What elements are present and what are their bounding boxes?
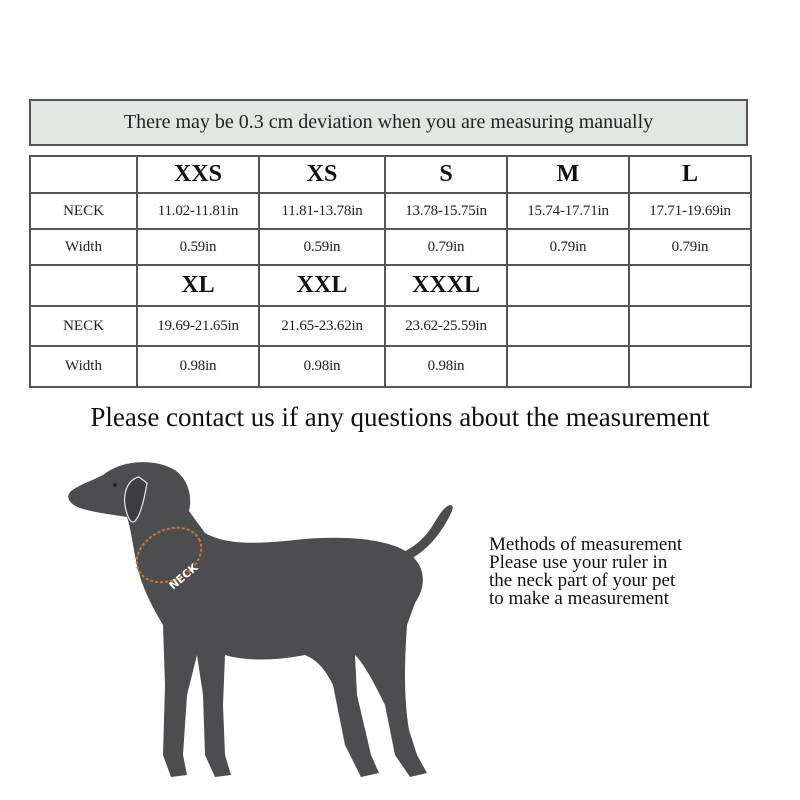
empty-cell <box>507 265 629 306</box>
deviation-notice <box>29 99 748 146</box>
width-row <box>30 346 751 387</box>
size-header: XL <box>137 265 259 306</box>
width-value: 0.59in <box>137 229 259 265</box>
methods-line: to make a measurement <box>489 588 669 609</box>
neck-row <box>30 306 751 346</box>
size-header: XS <box>259 156 385 193</box>
size-header: L <box>629 156 751 193</box>
width-value: 0.98in <box>385 346 507 387</box>
neck-value: 21.65-23.62in <box>259 306 385 346</box>
size-header-row <box>30 156 751 193</box>
measurement-methods <box>489 536 789 608</box>
neck-value: 13.78-15.75in <box>385 193 507 229</box>
size-header: XXXL <box>385 265 507 306</box>
neck-value: 17.71-19.69in <box>629 193 751 229</box>
neck-value: 11.02-11.81in <box>137 193 259 229</box>
dog-tail-shape <box>397 505 453 561</box>
empty-cell <box>30 156 137 193</box>
neck-value: 11.81-13.78in <box>259 193 385 229</box>
width-value: 0.79in <box>385 229 507 265</box>
neck-value: 19.69-21.65in <box>137 306 259 346</box>
neck-value: 15.74-17.71in <box>507 193 629 229</box>
empty-cell <box>30 265 137 306</box>
contact-message: Please contact us if any questions about the measurement <box>90 402 710 432</box>
empty-cell <box>629 346 751 387</box>
empty-cell <box>507 346 629 387</box>
width-value: 0.79in <box>507 229 629 265</box>
size-chart-table <box>29 155 752 388</box>
methods-line: the neck part of your pet <box>489 570 676 591</box>
empty-cell <box>629 306 751 346</box>
dog-silhouette <box>68 462 452 777</box>
width-label: Width <box>30 229 137 265</box>
neck-tag: NECK <box>166 560 201 593</box>
width-value: 0.59in <box>259 229 385 265</box>
neck-label: NECK <box>30 306 137 346</box>
size-header: S <box>385 156 507 193</box>
width-value: 0.79in <box>629 229 751 265</box>
size-header: M <box>507 156 629 193</box>
dog-illustration <box>55 455 455 795</box>
neck-row <box>30 193 751 229</box>
width-value: 0.98in <box>137 346 259 387</box>
dog-body-shape <box>68 462 427 777</box>
width-label: Width <box>30 346 137 387</box>
neck-value: 23.62-25.59in <box>385 306 507 346</box>
dog-eye <box>113 483 117 487</box>
width-value: 0.98in <box>259 346 385 387</box>
size-header-row <box>30 265 751 306</box>
deviation-notice-text: There may be 0.3 cm deviation when you are measuring manually <box>123 111 654 133</box>
empty-cell <box>629 265 751 306</box>
width-row <box>30 229 751 265</box>
methods-title: Methods of measurement <box>489 534 683 555</box>
methods-line: Please use your ruler in <box>489 552 668 573</box>
size-header: XXS <box>137 156 259 193</box>
size-header: XXL <box>259 265 385 306</box>
empty-cell <box>507 306 629 346</box>
neck-label: NECK <box>30 193 137 229</box>
